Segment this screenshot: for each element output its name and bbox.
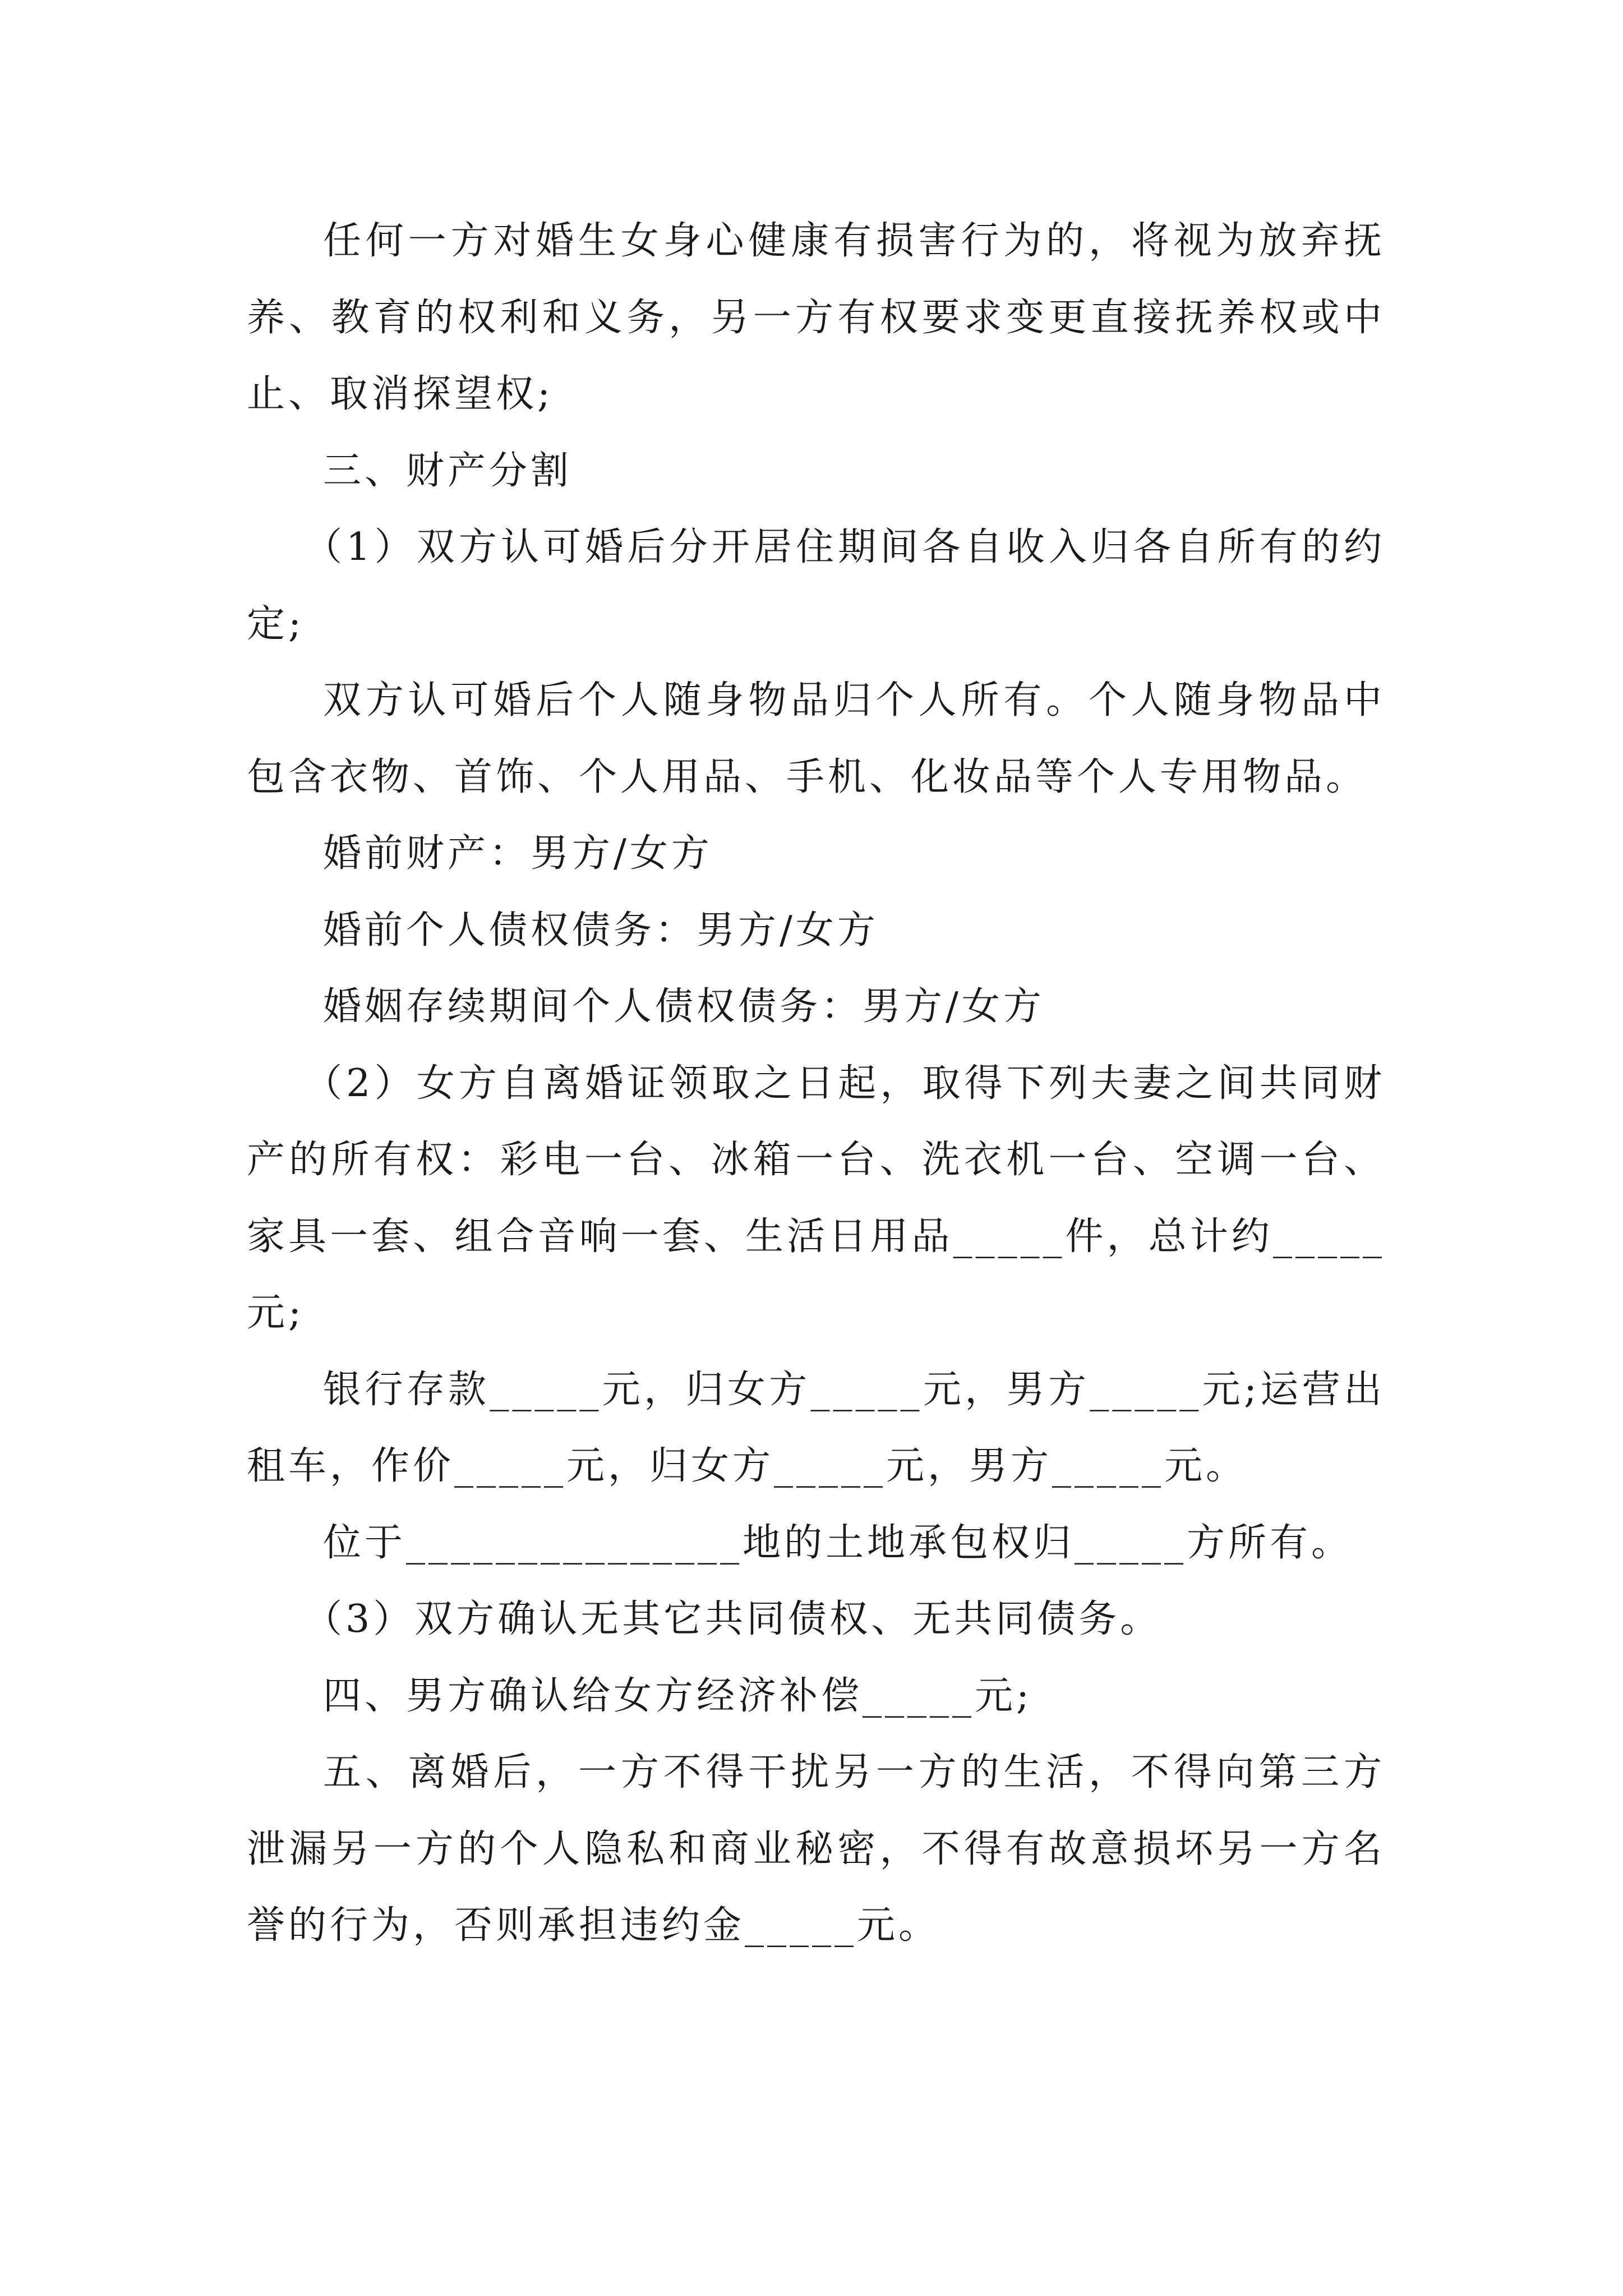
section-privacy-clause: 五、离婚后，一方不得干扰另一方的生活，不得向第三方泄漏另一方的个人隐私和商业秘密，不得有故意损坏另一方名誉的行为，否则承担违约金_____元。 <box>247 1750 1385 1948</box>
paragraph-marital-debts: 婚姻存续期间个人债权债务：男方/女方 <box>323 984 1045 1029</box>
section-heading-compensation: 四、男方确认给女方经济补偿_____元; <box>323 1673 1032 1718</box>
paragraph-item-2: （2）女方自离婚证领取之日起，取得下列夫妻之间共同财产的所有权：彩电一台、冰箱一台、洗衣机一台、空调一台、家具一套、组合音响一套、生活日用品_____件，总计约_____元; <box>247 1061 1385 1335</box>
paragraph-premarital-property: 婚前财产：男方/女方 <box>323 831 713 876</box>
document-body <box>247 203 1385 1964</box>
section-heading-property-division: 三、财产分割 <box>323 448 573 493</box>
paragraph-premarital-debts: 婚前个人债权债务：男方/女方 <box>323 908 879 953</box>
paragraph-item-3: （3）双方确认无其它共同债权、无共同债务。 <box>304 1597 1162 1641</box>
paragraph-land-contract: 位于_______________地的土地承包权归_____方所有。 <box>323 1520 1353 1565</box>
paragraph-bank-deposits: 银行存款_____元，归女方_____元，男方_____元;运营出租车，作价_____元，归女方_____元，男方_____元。 <box>247 1367 1385 1488</box>
paragraph-custody-violation: 任何一方对婚生女身心健康有损害行为的，将视为放弃抚养、教育的权利和义务，另一方有权要求变更直接抚养权或中止、取消探望权; <box>247 219 1385 416</box>
paragraph-item-1: （1）双方认可婚后分开居住期间各自收入归各自所有的约定; <box>247 525 1385 646</box>
paragraph-personal-items: 双方认可婚后个人随身物品归个人所有。个人随身物品中包含衣物、首饰、个人用品、手机、化妆品等个人专用物品。 <box>247 678 1385 799</box>
